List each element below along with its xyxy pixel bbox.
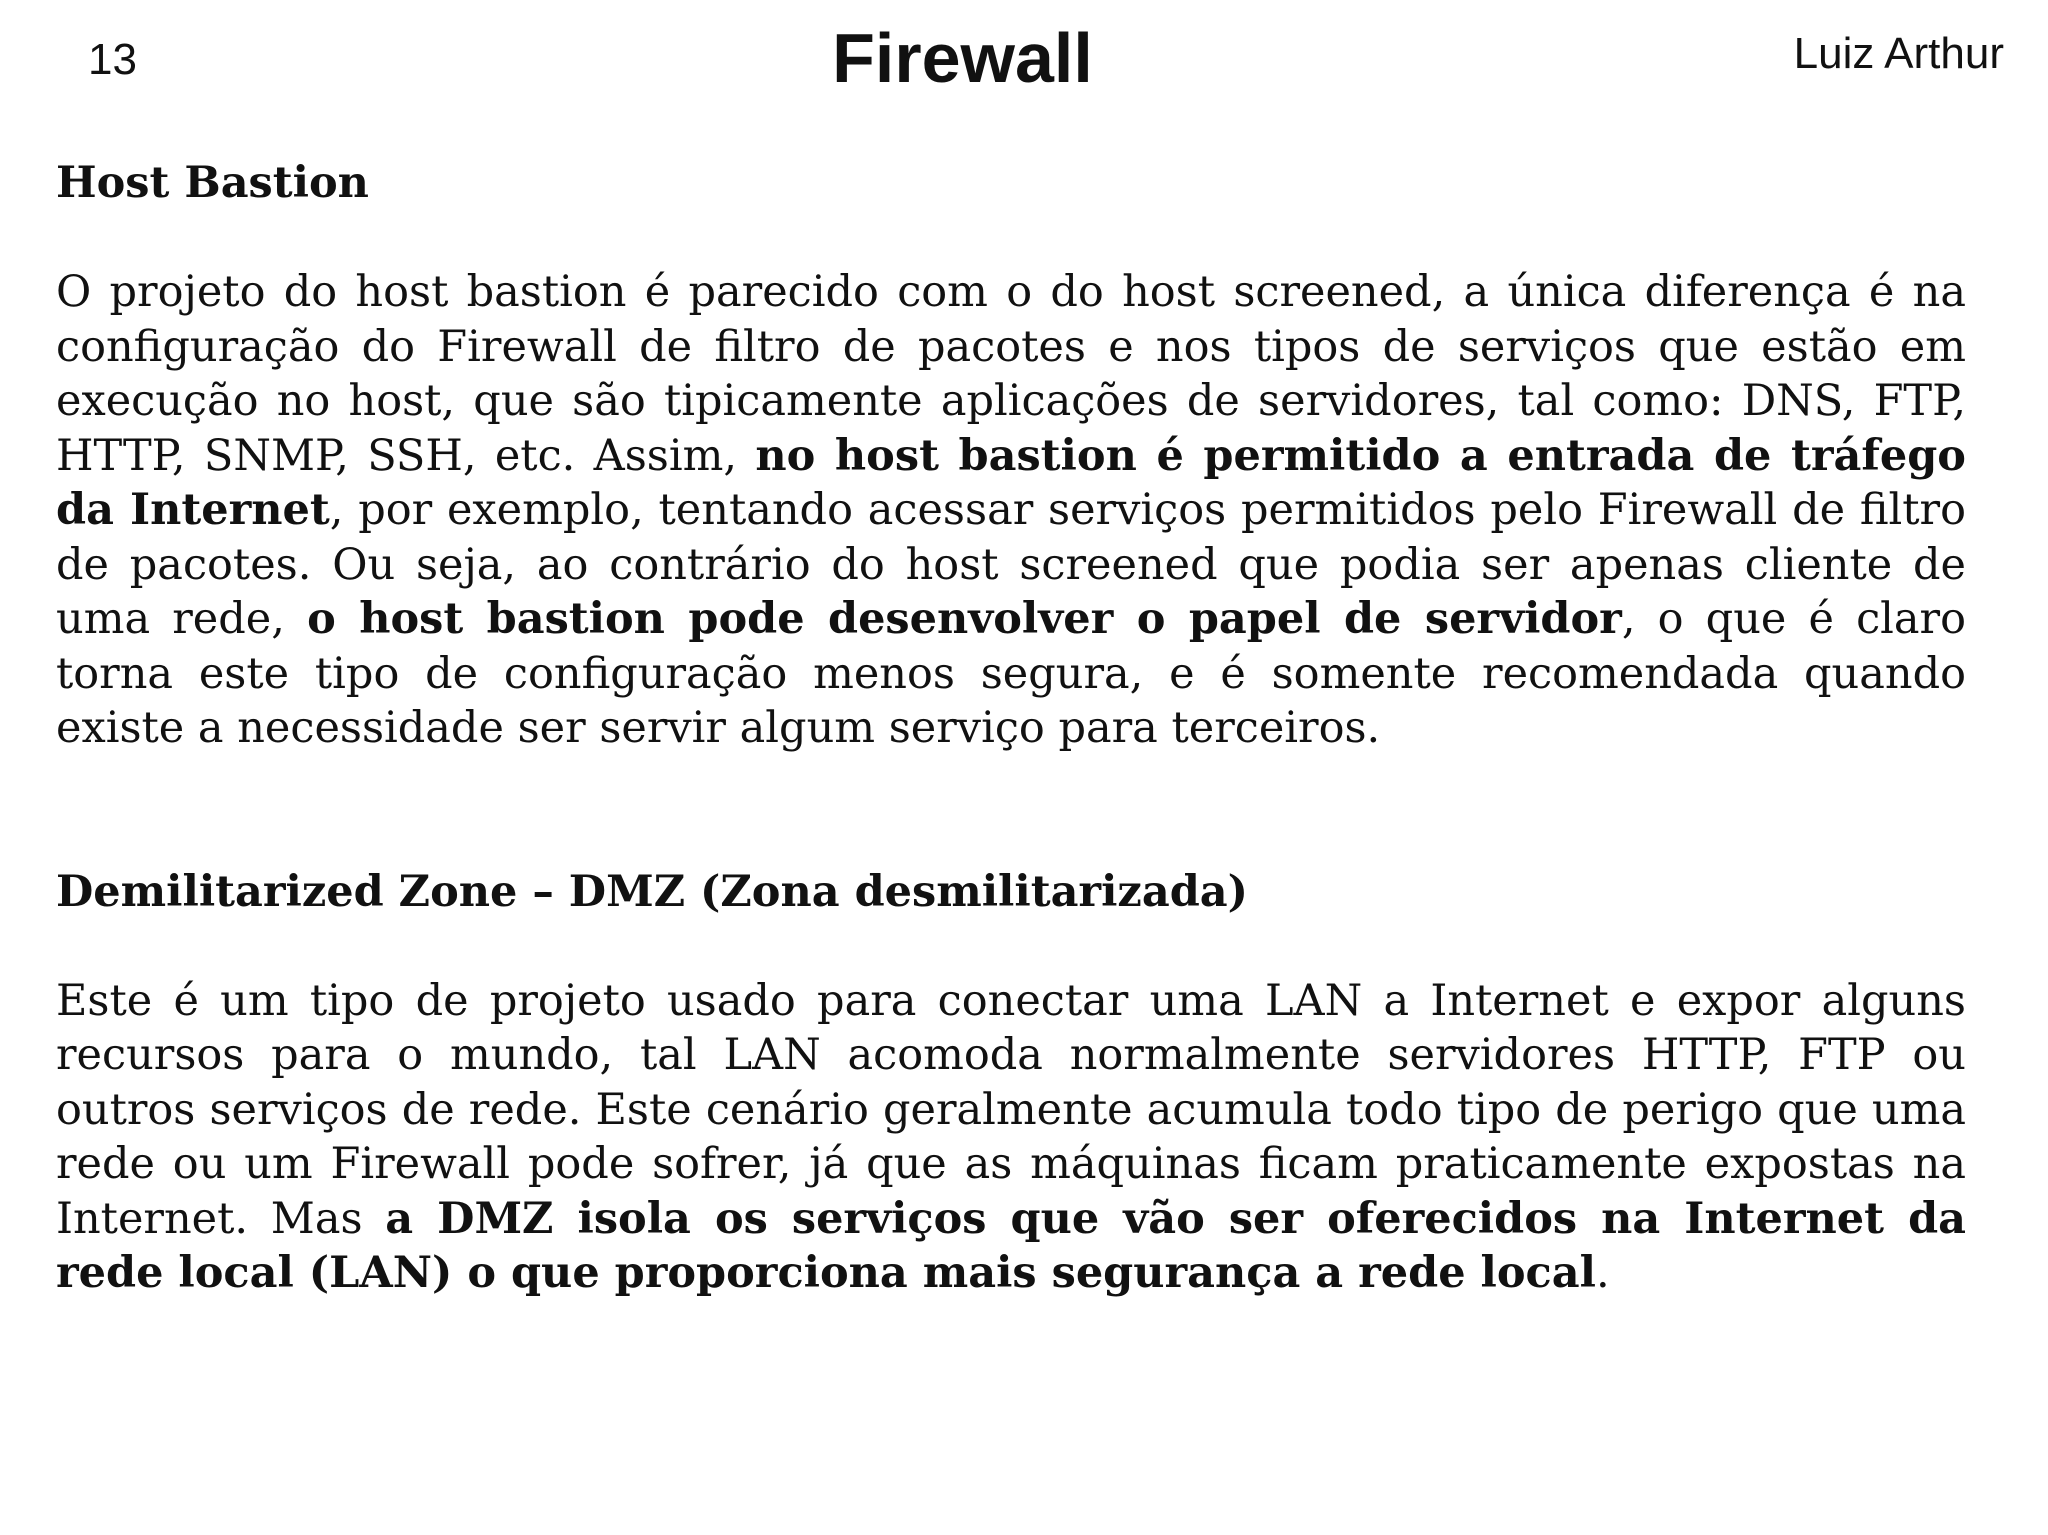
- bold-text-run: no host bastion é permitido a entrada de tráfego da Internet: [56, 430, 1966, 535]
- page-title: Firewall: [832, 19, 1093, 97]
- text-run: .: [1595, 1248, 1610, 1298]
- page-number: 13: [88, 35, 137, 84]
- paragraph-dmz: [56, 974, 1966, 1301]
- author-name: Luiz Arthur: [1793, 29, 2004, 78]
- section-heading-dmz: Demilitarized Zone – DMZ (Zona desmilitarizada): [56, 866, 1248, 917]
- text-run: O projeto do host bastion é parecido com o do host screened, a única diferença é na configuração do Firewall de filtro de pacotes e nos tipos de serviços que estão em execução no host, que são tipicamente aplicações de servidores, tal como: DNS, FTP, HTTP, SNMP, SSH, etc. Assim,: [56, 267, 1966, 481]
- paragraph-host-bastion: [56, 265, 1966, 756]
- bold-text-run: a DMZ isola os serviços que vão ser oferecidos na Internet da rede local (LAN) o que proporciona mais segurança a rede local: [56, 1193, 1966, 1298]
- section-heading-host-bastion: Host Bastion: [56, 158, 369, 208]
- text-run: , por exemplo, tentando acessar serviços permitidos pelo Firewall de filtro de pacotes. Ou seja, ao contrário do host screened que podia ser apenas cliente de uma rede,: [56, 485, 1967, 644]
- text-run: , o que é claro torna este tipo de configuração menos segura, e é somente recomendada quando existe a necessidade ser servir algum serviço para terceiros.: [56, 594, 1966, 753]
- bold-text-run: o host bastion pode desenvolver o papel de servidor: [307, 594, 1622, 644]
- text-run: Este é um tipo de projeto usado para conectar uma LAN a Internet e expor alguns recursos para o mundo, tal LAN acomoda normalmente servidores HTTP, FTP ou outros serviços de rede. Este cenário geralmente acumula todo tipo de perigo que uma rede ou um Firewall pode sofrer, já que as máquinas ficam praticamente expostas na Internet. Mas: [56, 975, 1966, 1244]
- slide-content: [56, 156, 1966, 1301]
